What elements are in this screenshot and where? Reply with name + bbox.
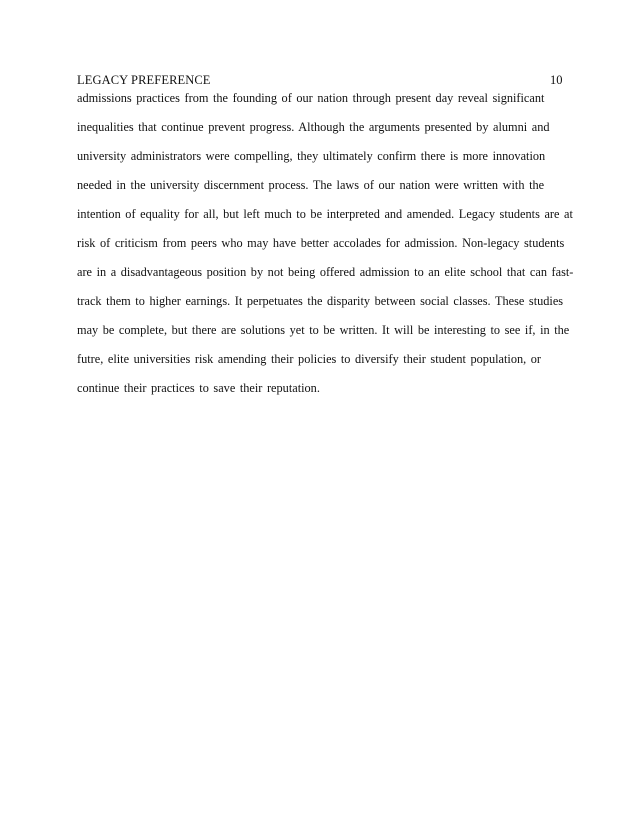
body-paragraph — [77, 90, 577, 409]
text-line-6: risk of criticism from peers who may have better accolades for admission. Non-legacy students — [77, 236, 565, 250]
text-line-7: are in a disadvantageous position by not being offered admission to an elite school that can fast- — [77, 265, 574, 279]
text-line-5: intention of equality for all, but left much to be interpreted and amended. Legacy students are at — [77, 207, 573, 221]
text-line-4: needed in the university discernment process. The laws of our nation were written with the — [77, 178, 545, 192]
running-head: LEGACY PREFERENCE — [77, 73, 211, 87]
text-line-8: track them to higher earnings. It perpetuates the disparity between social classes. These studies — [77, 294, 564, 308]
text-line-1: admissions practices from the founding of our nation through present day reveal significant — [77, 91, 545, 105]
text-line-3: university administrators were compelling, they ultimately confirm there is more innovation — [77, 149, 546, 163]
text-line-11: continue their practices to save their reputation. — [77, 381, 320, 395]
text-line-10: futre, elite universities risk amending their policies to diversify their student population, or — [77, 352, 542, 366]
text-line-2: inequalities that continue prevent progress. Although the arguments presented by alumni and — [77, 120, 550, 134]
page-number: 10 — [550, 73, 563, 87]
text-line-9: may be complete, but there are solutions yet to be written. It will be interesting to see if, in the — [77, 323, 570, 337]
